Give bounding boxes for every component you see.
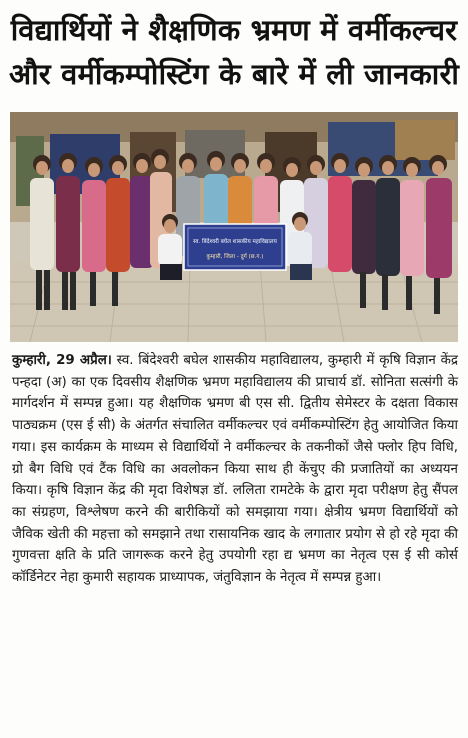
photo-banner bbox=[184, 224, 286, 270]
headline bbox=[8, 8, 460, 96]
headline-line-1: विद्यार्थियों ने शैक्षणिक भ्रमण में वर्मीकल्चर bbox=[10, 13, 458, 47]
article-paragraph bbox=[12, 350, 458, 589]
banner-line-1: स्व. बिंदेश्वरी बघेल शासकीय महाविद्यालय bbox=[193, 239, 277, 245]
group-photo bbox=[10, 112, 458, 342]
banner-line-2: कुम्हारी, जिला - दुर्ग (छ.ग.) bbox=[206, 254, 264, 260]
dateline: कुम्हारी, 29 अप्रैल। bbox=[12, 353, 112, 368]
article-body bbox=[12, 350, 458, 589]
headline-line-2: और वर्मीकम्पोस्टिंग के बारे में ली जानकारी bbox=[8, 57, 460, 91]
article-text: स्व. बिंदेश्वरी बघेल शासकीय महाविद्यालय, कुम्हारी में कृषि विज्ञान केंद्र पन्हदा (अ) का एक दिवसीय शैक्षणिक भ्रमण महाविद्यालय की प्राचार्य डॉ. सोनिता सत्संगी के मार्गदर्शन में सम्पन्न हुआ। यह शैक्षणिक भ्रमण बी एस सी. द्वितीय सेमेस्टर के दक्षता विकास पाठ्यक्रम (एस ई सी) के अंतर्गत संचालित वर्मीकल्चर एवं वर्मीकम्पोस्टिंग हेतु आयोजित किया गया। इस कार्यक्रम के माध्यम से विद्यार्थियों ने वर्मीकल्चर के तकनीकों जैसे फ्लोर हिप विधि, ग्रो बैग विधि एवं टैंक विधि का अवलोकन किया साथ ही केंचुए की प्रजातियों का अध्ययन किया। कृषि विज्ञान केंद्र की मृदा विशेषज्ञ डॉ. ललिता रामटेके के द्वारा मृदा परीक्षण हेतु सैंपल का संग्रहण, विश्लेषण करने की बारीकियों को समझाया गया। क्षेत्रीय भ्रमण विद्यार्थियों को जैविक खेती की महत्ता को समझाने तथा रासायनिक खाद के लगातार प्रयोग से हो रहे मृदा की गुणवत्ता क्षति के प्रति जागरूक करने हेतु उपयोगी रहा द्य भ्रमण का नेतृत्व एस ई सी कोर्स कॉर्डिनेटर नेहा कुमारी सहायक प्राध्यापक, जंतुविज्ञान के नेतृत्व में सम्पन्न हुआ। bbox=[12, 353, 458, 586]
